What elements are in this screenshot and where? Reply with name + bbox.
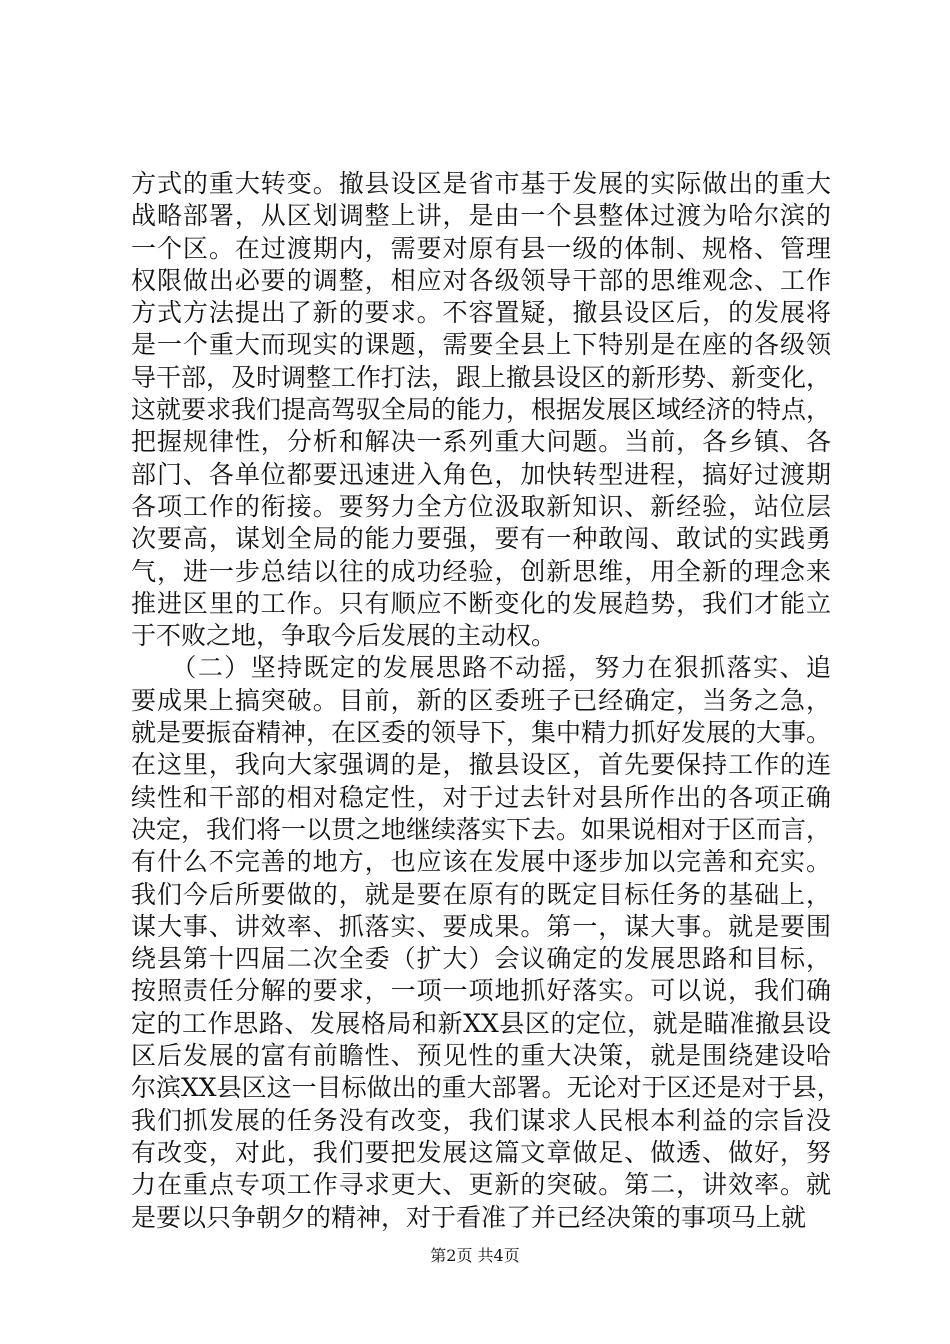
text-line: 方式方法提出了新的要求。不容置疑，撤县设区后，的发展将 <box>131 298 831 328</box>
text-line: 这就要求我们提高驾驭全局的能力，根据发展区域经济的特点， <box>131 395 832 425</box>
document-body <box>131 168 842 1234</box>
text-line: 是一个重大而现实的课题，需要全县上下特别是在座的各级领 <box>131 330 831 360</box>
text-line: 力在重点专项工作寻求更大、更新的突破。第二，讲效率。就 <box>131 1170 831 1200</box>
text-line: 要成果上搞突破。目前，新的区委班子已经确定，当务之急， <box>131 685 831 715</box>
text-line: 尔滨XX县区这一目标做出的重大部署。无论对于区还是对于县， <box>131 1073 842 1103</box>
text-line: 区后发展的富有前瞻性、预见性的重大决策，就是围绕建设哈 <box>131 1041 831 1071</box>
text-line: 我们抓发展的任务没有改变，我们谋求人民根本利益的宗旨没 <box>131 1105 831 1135</box>
text-line: 一个区。在过渡期内，需要对原有县一级的体制、规格、管理 <box>131 233 831 263</box>
text-line: 各项工作的衔接。要努力全方位汲取新知识、新经验，站位层 <box>131 491 831 521</box>
text-line: 部门、各单位都要迅速进入角色，加快转型进程，搞好过渡期 <box>131 459 831 489</box>
text-line: 有改变，对此，我们要把发展这篇文章做足、做透、做好，努 <box>131 1137 831 1167</box>
text-line: 权限做出必要的调整，相应对各级领导干部的思维观念、工作 <box>131 265 831 295</box>
text-line: 在这里，我向大家强调的是，撤县设区，首先要保持工作的连 <box>131 750 831 780</box>
text-line: 导干部，及时调整工作打法，跟上撤县设区的新形势、新变化， <box>131 362 832 392</box>
text-line: （二）坚持既定的发展思路不动摇，努力在狠抓落实、追 <box>131 653 831 683</box>
text-line: 绕县第十四届二次全委（扩大）会议确定的发展思路和目标， <box>131 944 831 974</box>
text-line: 是要以只争朝夕的精神，对于看准了并已经决策的事项马上就 <box>131 1202 807 1232</box>
text-line: 战略部署，从区划调整上讲，是由一个县整体过渡为哈尔滨的 <box>131 201 831 231</box>
text-line: 我们今后所要做的，就是要在原有的既定目标任务的基础上， <box>131 879 831 909</box>
text-line: 有什么不完善的地方，也应该在发展中逐步加以完善和充实。 <box>131 847 831 877</box>
text-line: 决定，我们将一以贯之地继续落实下去。如果说相对于区而言， <box>131 814 832 844</box>
page-footer: 第2页 共4页 <box>430 1246 520 1265</box>
text-line: 方式的重大转变。撤县设区是省市基于发展的实际做出的重大 <box>131 169 831 198</box>
text-line: 次要高，谋划全局的能力要强，要有一种敢闯、敢试的实践勇 <box>131 524 831 554</box>
text-line: 就是要振奋精神，在区委的领导下，集中精力抓好发展的大事。 <box>131 718 832 748</box>
text-line: 按照责任分解的要求，一项一项地抓好落实。可以说，我们确 <box>131 976 831 1006</box>
text-line: 续性和干部的相对稳定性，对于过去针对县所作出的各项正确 <box>131 782 831 812</box>
text-line: 谋大事、讲效率、抓落实、要成果。第一，谋大事。就是要围 <box>131 911 831 941</box>
text-line: 定的工作思路、发展格局和新XX县区的定位，就是瞄准撤县设 <box>131 1008 831 1038</box>
text-line: 推进区里的工作。只有顺应不断变化的发展趋势，我们才能立 <box>131 588 831 618</box>
text-line: 于不败之地，争取今后发展的主动权。 <box>131 621 557 651</box>
text-line: 气，进一步总结以往的成功经验，创新思维，用全新的理念来 <box>131 556 831 586</box>
text-line: 把握规律性，分析和解决一系列重大问题。当前，各乡镇、各 <box>131 427 831 457</box>
